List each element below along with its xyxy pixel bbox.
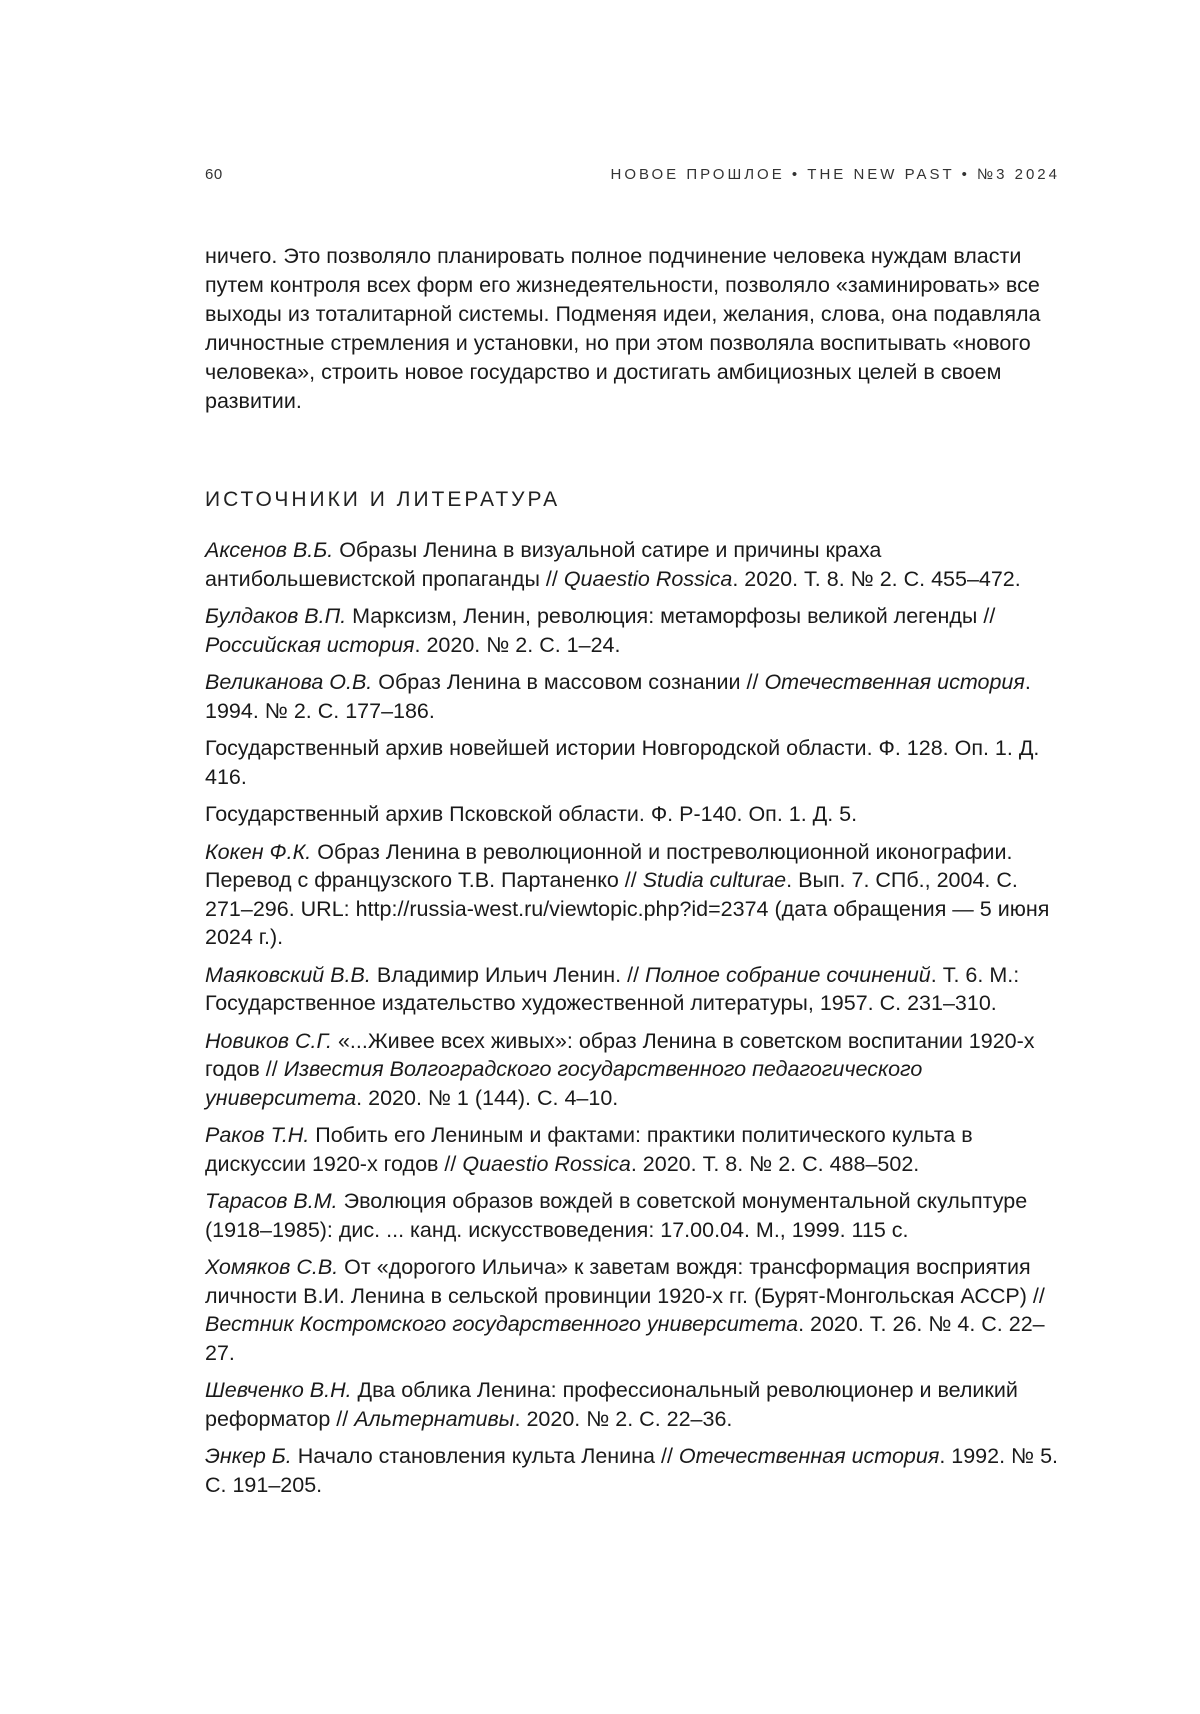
reference-author: Новиков С.Г.	[205, 1028, 332, 1053]
reference-title: От «дорогого Ильича» к заветам вождя: трансформация восприятия личности В.И. Ленина в сельской провинции 1920-х гг. (Бурят-Монгольская АССР) //	[205, 1255, 1045, 1308]
reference-title: Государственный архив Псковской области. Ф. Р-140. Оп. 1. Д. 5.	[205, 802, 858, 826]
reference-details: . Вып. 7. СПб., 2004. С. 271–296. URL: http://russia-west.ru/viewtopic.php?id=2374 (дата обращения — 5 июня 2024 г.).	[205, 868, 1050, 949]
reference-author: Великанова О.В.	[205, 670, 373, 694]
running-header	[205, 166, 1060, 190]
reference-source: Известия Волгоградского государственного педагогического университета	[205, 1057, 923, 1110]
reference-title: Владимир Ильич Ленин. //	[370, 962, 646, 987]
reference-title: Государственный архив новейшей истории Новгородской области. Ф. 128. Оп. 1. Д. 416.	[205, 736, 1040, 789]
reference-source: Отечественная история	[678, 1444, 940, 1468]
body-paragraph: ничего. Это позволяло планировать полное подчинение человека нуждам власти путем контроля всех форм его жизнедеятельности, позволяло «заминировать» все выходы из тоталитарной системы. Подменяя идеи, желания, слова, она подавляла личностные стремления и установки, но при этом позволяла воспитывать «нового человека», строить новое государство и достигать амбициозных целей в своем развитии.	[205, 244, 1041, 413]
reference-source: Полное собрание сочинений	[645, 962, 931, 987]
reference-author: Шевченко В.Н.	[205, 1378, 352, 1402]
reference-item	[205, 1027, 1065, 1113]
reference-source: Российская история	[205, 632, 415, 657]
reference-title: Образы Ленина в визуальной сатире и причины краха антибольшевистской пропаганды //	[205, 538, 882, 591]
reference-title: Побить его Лениным и фактами: практики политического культа в дискуссии 1920-х годов //	[205, 1123, 973, 1176]
reference-details: . 2020. № 2. С. 22–36.	[514, 1406, 733, 1431]
reference-author: Булдаков В.П.	[205, 604, 347, 628]
reference-item	[205, 1121, 1065, 1178]
reference-source: Вестник Костромского государственного университета	[205, 1312, 799, 1336]
section-title: ИСТОЧНИКИ И ЛИТЕРАТУРА	[205, 488, 561, 511]
reference-details: . 2020. № 1 (144). С. 4–10.	[356, 1085, 619, 1110]
reference-title: Начало становления культа Ленина //	[291, 1444, 679, 1468]
reference-source: Quaestio Rossica	[462, 1151, 631, 1176]
reference-source: Quaestio Rossica	[563, 566, 733, 591]
reference-title: Два облика Ленина: профессиональный революционер и великий реформатор //	[205, 1378, 1018, 1431]
reference-item	[205, 961, 1065, 1018]
reference-title: Эволюция образов вождей в советской монументальной скульптуре (1918–1985): дис. ... канд. искусствоведения: 17.00.04. М., 1999. 115 с.	[205, 1189, 1028, 1242]
reference-item	[205, 1187, 1065, 1244]
reference-item	[205, 734, 1065, 791]
reference-author: Аксенов В.Б.	[205, 538, 334, 562]
reference-item	[205, 668, 1065, 725]
page-number: 60	[205, 166, 223, 183]
reference-source: Studia culturae	[642, 868, 787, 892]
reference-details: . 2020. Т. 8. № 2. С. 488–502.	[630, 1151, 920, 1176]
reference-source: Отечественная история	[764, 670, 1025, 694]
reference-item	[205, 602, 1065, 659]
reference-details: . Т. 6. М.: Государственное издательство художественной литературы, 1957. С. 231–310.	[205, 962, 1020, 1015]
reference-details: . 1992. № 5. С. 191–205.	[205, 1444, 1059, 1497]
journal-title: НОВОЕ ПРОШЛОЕ • THE NEW PAST • №3 2024	[610, 166, 1060, 183]
reference-item	[205, 800, 1065, 829]
reference-title: «...Живее всех живых»: образ Ленина в советском воспитании 1920-х годов //	[205, 1028, 1035, 1081]
reference-list	[205, 536, 1065, 1508]
reference-details: . 1994. № 2. С. 177–186.	[205, 670, 1031, 723]
reference-title: Марксизм, Ленин, революция: метаморфозы великой легенды //	[346, 604, 996, 628]
reference-author: Раков Т.Н.	[205, 1123, 310, 1147]
reference-item	[205, 838, 1065, 952]
reference-source: Альтернативы	[354, 1406, 515, 1431]
reference-author: Кокен Ф.К.	[205, 839, 312, 864]
reference-details: . 2020. Т. 8. № 2. С. 455–472.	[732, 566, 1021, 591]
reference-item	[205, 1253, 1065, 1367]
reference-author: Хомяков С.В.	[205, 1255, 339, 1279]
reference-author: Маяковский В.В.	[205, 962, 371, 987]
reference-title: Образ Ленина в революционной и постреволюционной иконографии. Перевод с французского Т.В. Партаненко //	[205, 839, 1013, 892]
reference-item	[205, 1376, 1065, 1433]
reference-details: . 2020. Т. 26. № 4. С. 22–27.	[205, 1312, 1045, 1365]
reference-author: Тарасов В.М.	[205, 1189, 338, 1213]
reference-author: Энкер Б.	[205, 1444, 292, 1468]
reference-item	[205, 1442, 1065, 1499]
reference-item	[205, 536, 1065, 593]
reference-title: Образ Ленина в массовом сознании //	[372, 670, 765, 694]
reference-details: . 2020. № 2. С. 1–24.	[414, 632, 621, 657]
